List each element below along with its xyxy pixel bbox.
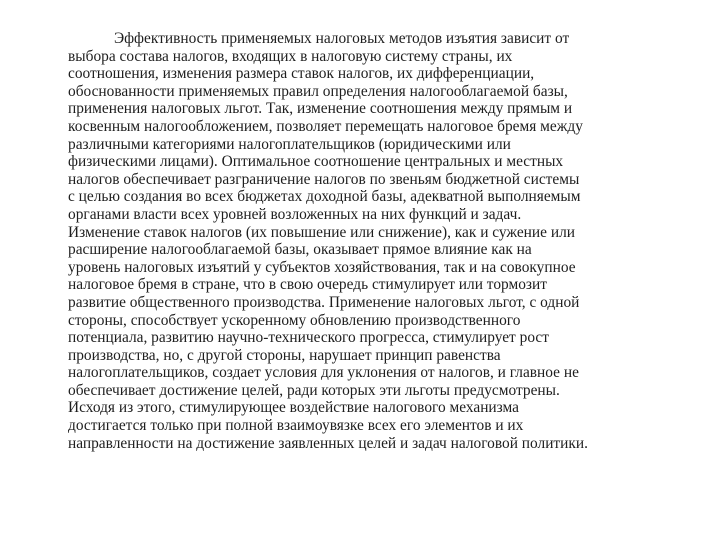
paragraph-line: соотношения, изменения размера ставок налогов, их дифференциации,: [68, 65, 535, 83]
paragraph-line: налогов обеспечивает разграничение налогов по звеньям бюджетной системы: [68, 170, 580, 188]
paragraph-line: потенциала, развитию научно-технического прогресса, стимулирует рост: [68, 329, 549, 347]
paragraph-line: с целью создания во всех бюджетах доходной базы, адекватной выполняемым: [68, 188, 581, 206]
paragraph-line: направленности на достижение заявленных целей и задач налоговой политики.: [68, 434, 588, 452]
paragraph-line: уровень налоговых изъятий у субъектов хозяйствования, так и на совокупное: [68, 258, 576, 276]
paragraph-line: физическими лицами). Оптимальное соотношение центральных и местных: [68, 153, 564, 171]
paragraph-line: развитие общественного производства. Применение налоговых льгот, с одной: [68, 293, 580, 311]
paragraph-line: косвенным налогообложением, позволяет перемещать налоговое бремя между: [68, 117, 583, 135]
paragraph-line: применения налоговых льгот. Так, изменение соотношения между прямым и: [68, 100, 573, 118]
paragraph-line: органами власти всех уровней возложенных на них функций и задач.: [68, 205, 522, 223]
body-paragraph: [68, 30, 688, 452]
paragraph-line: налогоплательщиков, создает условия для уклонения от налогов, и главное не: [68, 364, 579, 382]
paragraph-line: достигается только при полной взаимоувязке всех его элементов и их: [68, 417, 524, 435]
paragraph-line: выбора состава налогов, входящих в налоговую систему страны, их: [68, 47, 513, 65]
paragraph-line: расширение налогооблагаемой базы, оказывает прямое влияние как на: [68, 241, 532, 259]
paragraph-line: Эффективность применяемых налоговых методов изъятия зависит от: [114, 30, 570, 47]
paragraph-line: обоснованности применяемых правил определения налогооблагаемой базы,: [68, 82, 568, 100]
paragraph-line: стороны, способствует ускоренному обновлению производственного: [68, 311, 521, 329]
paragraph-line: Изменение ставок налогов (их повышение или снижение), как и сужение или: [68, 223, 575, 241]
paragraph-line: налоговое бремя в стране, что в свою очередь стимулирует или тормозит: [68, 276, 547, 294]
paragraph-line: производства, но, с другой стороны, нарушает принцип равенства: [68, 346, 501, 364]
paragraph-line: различными категориями налогоплательщиков (юридическими или: [68, 135, 511, 153]
paragraph-line: обеспечивает достижение целей, ради которых эти льготы предусмотрены.: [68, 381, 560, 399]
paragraph-line: Исходя из этого, стимулирующее воздействие налогового механизма: [68, 399, 519, 417]
